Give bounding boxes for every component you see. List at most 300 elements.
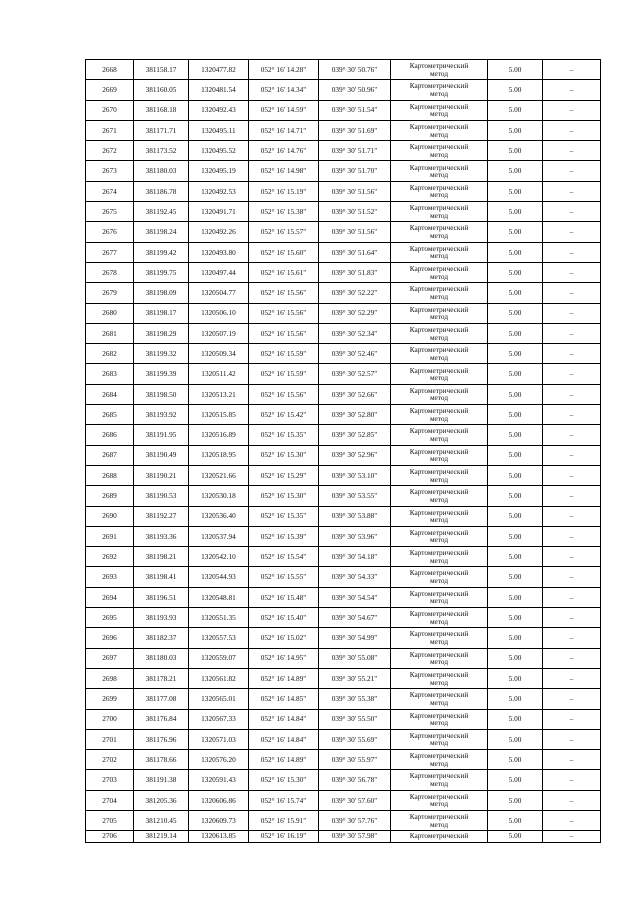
method-line-1: Картометрический [409, 568, 469, 578]
point-number-cell: 2679 [86, 283, 134, 303]
description-cell: – [543, 303, 601, 323]
method-line-2: метод [429, 271, 449, 281]
method-line-2: метод [429, 190, 449, 200]
latitude-cell: 052° 16' 15.35" [249, 425, 319, 445]
latitude-cell: 052° 16' 14.89" [249, 668, 319, 688]
accuracy-cell: 5.00 [488, 222, 543, 242]
longitude-cell: 039° 30' 53.55" [319, 486, 391, 506]
coord-x-cell: 381178.21 [134, 668, 189, 688]
accuracy-cell: 5.00 [488, 120, 543, 140]
method-line-2: метод [429, 515, 449, 525]
accuracy-cell: 5.00 [488, 729, 543, 749]
accuracy-cell: 5.00 [488, 425, 543, 445]
longitude-cell: 039° 30' 52.57" [319, 364, 391, 384]
table-row [86, 628, 601, 648]
method-line-1: Картометрический [409, 629, 469, 639]
table-row [86, 344, 601, 364]
description-cell: – [543, 547, 601, 567]
coord-y-cell: 1320492.43 [189, 100, 249, 120]
longitude-cell: 039° 30' 51.64" [319, 242, 391, 262]
table-row [86, 668, 601, 688]
point-number-cell: 2693 [86, 567, 134, 587]
longitude-cell: 039° 30' 57.76" [319, 810, 391, 830]
coord-x-cell: 381171.71 [134, 120, 189, 140]
longitude-cell: 039° 30' 52.80" [319, 405, 391, 425]
coord-y-cell: 1320491.71 [189, 202, 249, 222]
coord-x-cell: 381180.03 [134, 161, 189, 181]
latitude-cell: 052° 16' 15.59" [249, 364, 319, 384]
table-row [86, 526, 601, 546]
latitude-cell: 052° 16' 14.71" [249, 120, 319, 140]
method-line-2: метод [429, 312, 449, 322]
method-line-2: метод [429, 393, 449, 403]
point-number-cell: 2675 [86, 202, 134, 222]
description-cell: – [543, 587, 601, 607]
coord-x-cell: 381198.29 [134, 323, 189, 343]
longitude-cell: 039° 30' 51.52" [319, 202, 391, 222]
coord-x-cell: 381178.66 [134, 750, 189, 770]
latitude-cell: 052° 16' 15.30" [249, 770, 319, 790]
method-line-1: Картометрический [409, 791, 469, 801]
method-line-2: метод [429, 433, 449, 443]
method-line-1: Картометрический [409, 304, 469, 314]
description-cell: – [543, 202, 601, 222]
method-cell [391, 486, 488, 506]
method-line-1: Картометрический [409, 812, 469, 822]
longitude-cell: 039° 30' 52.22" [319, 283, 391, 303]
accuracy-cell: 5.00 [488, 303, 543, 323]
accuracy-cell: 5.00 [488, 567, 543, 587]
latitude-cell: 052° 16' 15.30" [249, 445, 319, 465]
description-cell: – [543, 100, 601, 120]
method-cell [391, 283, 488, 303]
longitude-cell: 039° 30' 51.69" [319, 120, 391, 140]
table-row [86, 445, 601, 465]
description-cell: – [543, 486, 601, 506]
point-number-cell: 2686 [86, 425, 134, 445]
table-row [86, 222, 601, 242]
method-line-1: Картометрический [409, 81, 469, 91]
table-row [86, 202, 601, 222]
method-cell [391, 810, 488, 830]
description-cell: – [543, 709, 601, 729]
point-number-cell: 2683 [86, 364, 134, 384]
latitude-cell: 052° 16' 15.19" [249, 181, 319, 201]
longitude-cell: 039° 30' 54.54" [319, 587, 391, 607]
point-number-cell: 2681 [86, 323, 134, 343]
coord-x-cell: 381190.21 [134, 465, 189, 485]
table-row [86, 567, 601, 587]
coord-x-cell: 381199.32 [134, 344, 189, 364]
accuracy-cell: 5.00 [488, 364, 543, 384]
description-cell: – [543, 770, 601, 790]
description-cell: – [543, 181, 601, 201]
coord-y-cell: 1320557.53 [189, 628, 249, 648]
method-line-2: метод [429, 555, 449, 565]
accuracy-cell: 5.00 [488, 587, 543, 607]
method-line-1: Картометрический [409, 61, 469, 71]
coord-x-cell: 381198.17 [134, 303, 189, 323]
longitude-cell: 039° 30' 55.21" [319, 668, 391, 688]
method-line-1: Картометрический [409, 223, 469, 233]
latitude-cell: 052° 16' 14.84" [249, 709, 319, 729]
method-cell [391, 668, 488, 688]
coord-x-cell: 381198.09 [134, 283, 189, 303]
table-row [86, 100, 601, 120]
latitude-cell: 052° 16' 15.30" [249, 486, 319, 506]
description-cell: – [543, 567, 601, 587]
point-number-cell: 2668 [86, 60, 134, 80]
point-number-cell: 2705 [86, 810, 134, 830]
method-line-2: метод [429, 657, 449, 667]
table-row [86, 486, 601, 506]
longitude-cell: 039° 30' 51.56" [319, 222, 391, 242]
method-line-1: Картометрический [409, 771, 469, 781]
method-cell [391, 648, 488, 668]
latitude-cell: 052° 16' 15.57" [249, 222, 319, 242]
longitude-cell: 039° 30' 52.46" [319, 344, 391, 364]
table-row [86, 709, 601, 729]
accuracy-cell: 5.00 [488, 770, 543, 790]
latitude-cell: 052° 16' 15.56" [249, 283, 319, 303]
longitude-cell: 039° 30' 56.78" [319, 770, 391, 790]
latitude-cell: 052° 16' 15.02" [249, 628, 319, 648]
method-line-2: метод [429, 129, 449, 139]
method-cell [391, 303, 488, 323]
longitude-cell: 039° 30' 57.60" [319, 790, 391, 810]
latitude-cell: 052° 16' 14.89" [249, 750, 319, 770]
description-cell: – [543, 831, 601, 843]
latitude-cell: 052° 16' 14.98" [249, 161, 319, 181]
coord-y-cell: 1320544.93 [189, 567, 249, 587]
longitude-cell: 039° 30' 52.85" [319, 425, 391, 445]
latitude-cell: 052° 16' 16.19" [249, 831, 319, 843]
description-cell: – [543, 506, 601, 526]
table-row [86, 181, 601, 201]
table-row [86, 689, 601, 709]
longitude-cell: 039° 30' 54.33" [319, 567, 391, 587]
coord-y-cell: 1320515.85 [189, 405, 249, 425]
point-number-cell: 2671 [86, 120, 134, 140]
latitude-cell: 052° 16' 15.59" [249, 344, 319, 364]
accuracy-cell: 5.00 [488, 465, 543, 485]
method-cell [391, 770, 488, 790]
method-line-1: Картометрический [409, 588, 469, 598]
table-row [86, 790, 601, 810]
accuracy-cell: 5.00 [488, 202, 543, 222]
method-line-2: метод [429, 352, 449, 362]
method-line-1: Картометрический [409, 751, 469, 761]
table-row [86, 242, 601, 262]
method-line-1: Картометрический [409, 527, 469, 537]
method-line-1: Картометрический [409, 385, 469, 395]
latitude-cell: 052° 16' 15.40" [249, 608, 319, 628]
latitude-cell: 052° 16' 14.85" [249, 689, 319, 709]
description-cell: – [543, 120, 601, 140]
method-line-2: метод [429, 149, 449, 159]
coord-y-cell: 1320495.11 [189, 120, 249, 140]
method-cell [391, 60, 488, 80]
method-cell [391, 364, 488, 384]
coord-x-cell: 381193.92 [134, 405, 189, 425]
table-row [86, 60, 601, 80]
description-cell: – [543, 405, 601, 425]
longitude-cell: 039° 30' 52.29" [319, 303, 391, 323]
coord-y-cell: 1320530.18 [189, 486, 249, 506]
accuracy-cell: 5.00 [488, 80, 543, 100]
accuracy-cell: 5.00 [488, 486, 543, 506]
accuracy-cell: 5.00 [488, 242, 543, 262]
latitude-cell: 052° 16' 14.84" [249, 729, 319, 749]
table-row [86, 465, 601, 485]
method-line-2: метод [429, 535, 449, 545]
longitude-cell: 039° 30' 51.54" [319, 100, 391, 120]
method-line-1: Картометрический [409, 406, 469, 416]
table-row [86, 405, 601, 425]
description-cell: – [543, 344, 601, 364]
method-line-2: метод [429, 231, 449, 241]
longitude-cell: 039° 30' 51.83" [319, 262, 391, 282]
method-line-1: Картометрический [409, 609, 469, 619]
latitude-cell: 052° 16' 15.55" [249, 567, 319, 587]
longitude-cell: 039° 30' 55.69" [319, 729, 391, 749]
accuracy-cell: 5.00 [488, 445, 543, 465]
method-cell [391, 202, 488, 222]
description-cell: – [543, 526, 601, 546]
coord-x-cell: 381168.18 [134, 100, 189, 120]
point-number-cell: 2691 [86, 526, 134, 546]
table-row [86, 141, 601, 161]
accuracy-cell: 5.00 [488, 608, 543, 628]
method-line-1: Картометрический [409, 649, 469, 659]
method-line-1: Картометрический [409, 203, 469, 213]
table-body [86, 60, 601, 843]
method-line-2: метод [429, 738, 449, 748]
description-cell: – [543, 648, 601, 668]
point-number-cell: 2706 [86, 831, 134, 843]
method-cell [391, 526, 488, 546]
accuracy-cell: 5.00 [488, 181, 543, 201]
table-row [86, 750, 601, 770]
latitude-cell: 052° 16' 14.76" [249, 141, 319, 161]
method-line-1: Картометрический [409, 101, 469, 111]
method-line-1: Картометрический [409, 669, 469, 679]
method-line-2: метод [429, 210, 449, 220]
accuracy-cell: 5.00 [488, 750, 543, 770]
latitude-cell: 052° 16' 15.42" [249, 405, 319, 425]
longitude-cell: 039° 30' 54.67" [319, 608, 391, 628]
coord-x-cell: 381186.78 [134, 181, 189, 201]
method-cell [391, 709, 488, 729]
coord-x-cell: 381158.17 [134, 60, 189, 80]
coord-y-cell: 1320497.44 [189, 262, 249, 282]
method-line-2: метод [429, 332, 449, 342]
point-number-cell: 2690 [86, 506, 134, 526]
latitude-cell: 052° 16' 14.34" [249, 80, 319, 100]
coord-y-cell: 1320609.73 [189, 810, 249, 830]
method-cell [391, 831, 488, 843]
table-row [86, 425, 601, 445]
coord-y-cell: 1320516.89 [189, 425, 249, 445]
point-number-cell: 2704 [86, 790, 134, 810]
longitude-cell: 039° 30' 51.71" [319, 141, 391, 161]
coord-y-cell: 1320495.19 [189, 161, 249, 181]
table-row [86, 608, 601, 628]
method-cell [391, 141, 488, 161]
point-number-cell: 2697 [86, 648, 134, 668]
longitude-cell: 039° 30' 53.10" [319, 465, 391, 485]
description-cell: – [543, 283, 601, 303]
accuracy-cell: 5.00 [488, 100, 543, 120]
method-cell [391, 262, 488, 282]
method-line-2: метод [429, 88, 449, 98]
coord-x-cell: 381176.84 [134, 709, 189, 729]
accuracy-cell: 5.00 [488, 831, 543, 843]
point-number-cell: 2700 [86, 709, 134, 729]
method-line-2: метод [429, 636, 449, 646]
method-line-1: Картометрический [409, 548, 469, 558]
table-row [86, 323, 601, 343]
coord-x-cell: 381190.49 [134, 445, 189, 465]
method-line-1: Картометрический [409, 142, 469, 152]
point-number-cell: 2692 [86, 547, 134, 567]
method-cell [391, 729, 488, 749]
longitude-cell: 039° 30' 52.96" [319, 445, 391, 465]
point-number-cell: 2703 [86, 770, 134, 790]
point-number-cell: 2689 [86, 486, 134, 506]
latitude-cell: 052° 16' 15.38" [249, 202, 319, 222]
table-row [86, 729, 601, 749]
point-number-cell: 2694 [86, 587, 134, 607]
method-line-2: метод [429, 718, 449, 728]
latitude-cell: 052° 16' 15.54" [249, 547, 319, 567]
coord-x-cell: 381180.03 [134, 648, 189, 668]
longitude-cell: 039° 30' 55.38" [319, 689, 391, 709]
coord-x-cell: 381182.37 [134, 628, 189, 648]
latitude-cell: 052° 16' 15.56" [249, 384, 319, 404]
table-row [86, 120, 601, 140]
coord-x-cell: 381199.39 [134, 364, 189, 384]
point-number-cell: 2682 [86, 344, 134, 364]
coord-y-cell: 1320504.77 [189, 283, 249, 303]
accuracy-cell: 5.00 [488, 344, 543, 364]
table-row [86, 262, 601, 282]
method-line-2: метод [429, 291, 449, 301]
point-number-cell: 2673 [86, 161, 134, 181]
description-cell: – [543, 60, 601, 80]
description-cell: – [543, 810, 601, 830]
longitude-cell: 039° 30' 55.50" [319, 709, 391, 729]
longitude-cell: 039° 30' 50.76" [319, 60, 391, 80]
method-cell [391, 790, 488, 810]
accuracy-cell: 5.00 [488, 689, 543, 709]
method-line-1: Картометрический [409, 487, 469, 497]
accuracy-cell: 5.00 [488, 323, 543, 343]
method-line-1: Картометрический [409, 710, 469, 720]
description-cell: – [543, 141, 601, 161]
table-row [86, 587, 601, 607]
coord-x-cell: 381176.96 [134, 729, 189, 749]
method-cell [391, 587, 488, 607]
method-line-2: метод [429, 251, 449, 261]
table-row [86, 547, 601, 567]
accuracy-cell: 5.00 [488, 648, 543, 668]
coord-x-cell: 381198.41 [134, 567, 189, 587]
description-cell: – [543, 323, 601, 343]
longitude-cell: 039° 30' 54.99" [319, 628, 391, 648]
table-row [86, 384, 601, 404]
method-line-1: Картометрический [409, 730, 469, 740]
coord-y-cell: 1320492.53 [189, 181, 249, 201]
accuracy-cell: 5.00 [488, 810, 543, 830]
coord-y-cell: 1320576.20 [189, 750, 249, 770]
description-cell: – [543, 790, 601, 810]
latitude-cell: 052° 16' 15.56" [249, 323, 319, 343]
method-line-1: Картометрический [409, 365, 469, 375]
latitude-cell: 052° 16' 15.91" [249, 810, 319, 830]
coordinates-table [85, 59, 601, 843]
method-cell [391, 161, 488, 181]
method-cell [391, 384, 488, 404]
description-cell: – [543, 364, 601, 384]
method-line-1: Картометрический [409, 446, 469, 456]
accuracy-cell: 5.00 [488, 161, 543, 181]
coord-y-cell: 1320495.52 [189, 141, 249, 161]
accuracy-cell: 5.00 [488, 141, 543, 161]
latitude-cell: 052° 16' 15.61" [249, 262, 319, 282]
table-row [86, 831, 601, 843]
latitude-cell: 052° 16' 15.48" [249, 587, 319, 607]
method-line-1: Картометрический [409, 243, 469, 253]
coord-y-cell: 1320565.01 [189, 689, 249, 709]
accuracy-cell: 5.00 [488, 262, 543, 282]
accuracy-cell: 5.00 [488, 668, 543, 688]
method-line-1: Картометрический [409, 324, 469, 334]
coord-x-cell: 381191.38 [134, 770, 189, 790]
coord-y-cell: 1320542.10 [189, 547, 249, 567]
coord-y-cell: 1320518.95 [189, 445, 249, 465]
point-number-cell: 2677 [86, 242, 134, 262]
latitude-cell: 052° 16' 15.56" [249, 303, 319, 323]
coord-y-cell: 1320548.81 [189, 587, 249, 607]
point-number-cell: 2688 [86, 465, 134, 485]
method-line-1: Картометрический [409, 466, 469, 476]
method-cell [391, 506, 488, 526]
coord-y-cell: 1320493.80 [189, 242, 249, 262]
method-line-2: метод [429, 758, 449, 768]
method-cell [391, 242, 488, 262]
accuracy-cell: 5.00 [488, 547, 543, 567]
method-line-1: Картометрический [409, 690, 469, 700]
coord-x-cell: 381219.14 [134, 831, 189, 843]
coord-y-cell: 1320537.94 [189, 526, 249, 546]
coord-y-cell: 1320509.34 [189, 344, 249, 364]
coord-y-cell: 1320506.10 [189, 303, 249, 323]
longitude-cell: 039° 30' 51.70" [319, 161, 391, 181]
coord-x-cell: 381199.42 [134, 242, 189, 262]
method-line-1: Картометрический [409, 345, 469, 355]
latitude-cell: 052° 16' 15.60" [249, 242, 319, 262]
coord-x-cell: 381173.52 [134, 141, 189, 161]
accuracy-cell: 5.00 [488, 790, 543, 810]
point-number-cell: 2676 [86, 222, 134, 242]
point-number-cell: 2680 [86, 303, 134, 323]
table-row [86, 161, 601, 181]
table-row [86, 770, 601, 790]
description-cell: – [543, 445, 601, 465]
accuracy-cell: 5.00 [488, 283, 543, 303]
method-line-2: метод [429, 373, 449, 383]
